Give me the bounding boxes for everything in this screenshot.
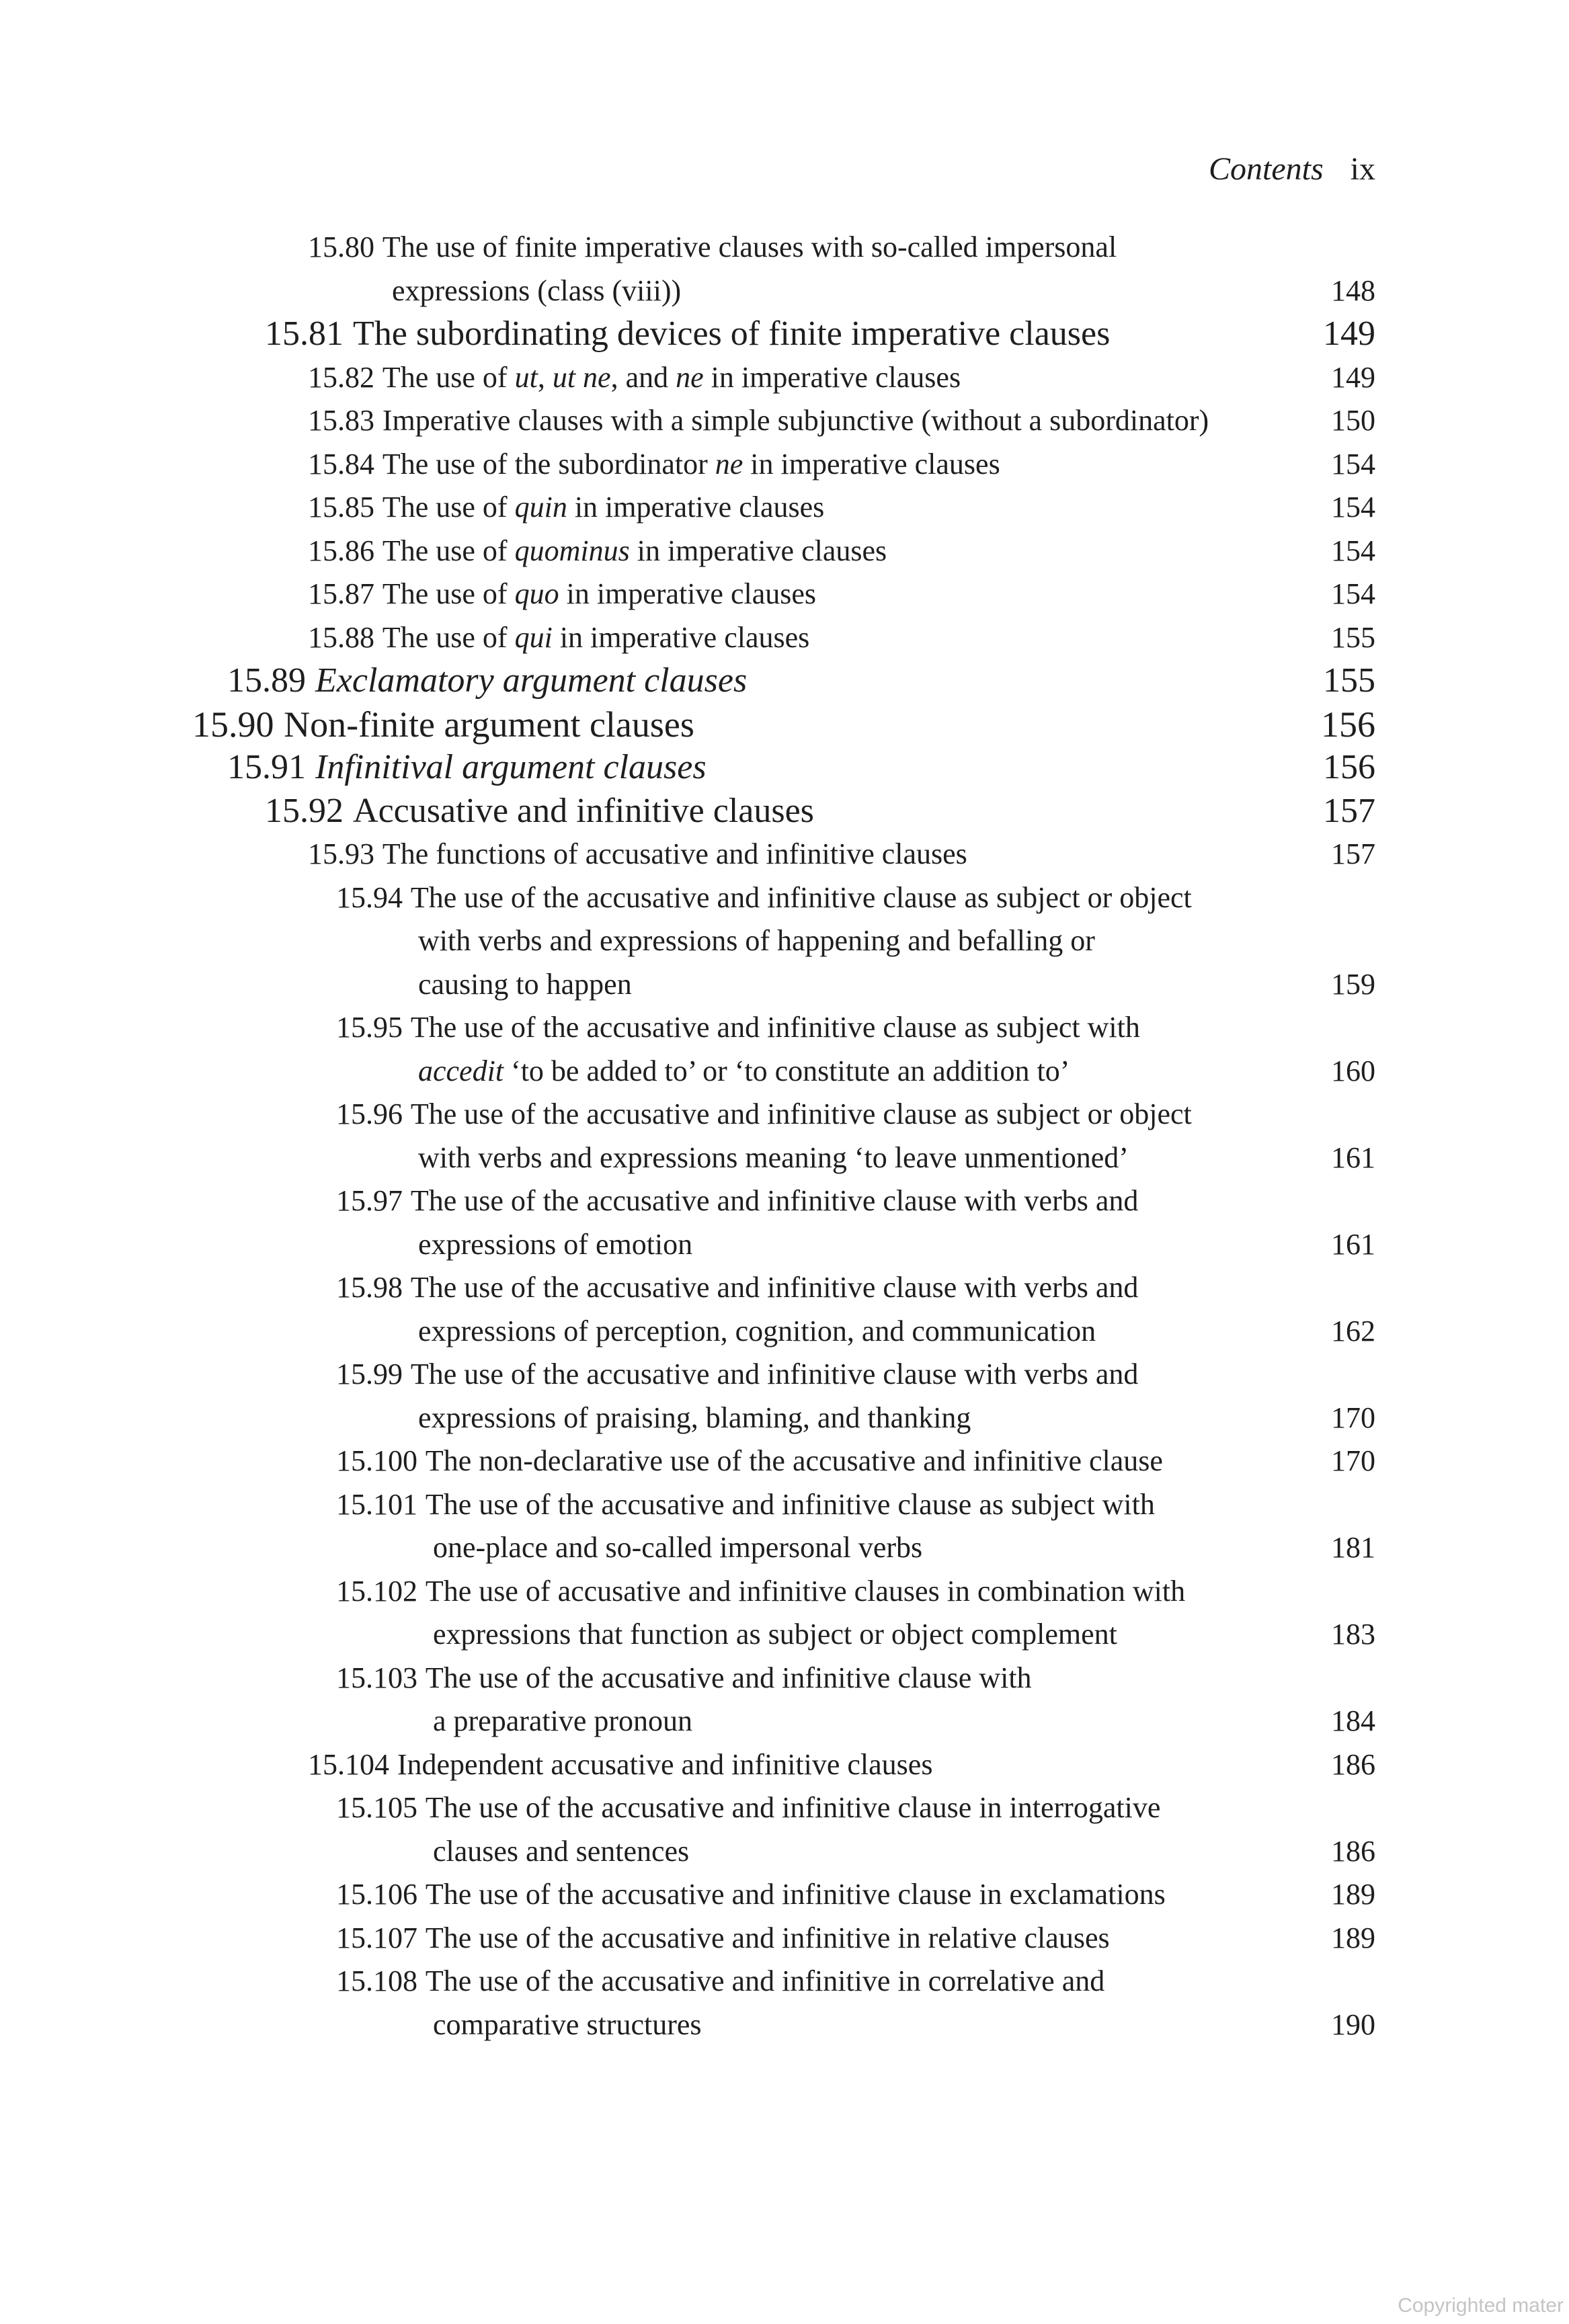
entry-title: The use of the accusative and infinitive clause with verbs and [410, 1184, 1139, 1217]
entry-title: The use of the accusative and infinitive clause as subject with [425, 1487, 1155, 1521]
entry-page-number: 154 [1331, 447, 1375, 481]
entry-page-number: 162 [1331, 1314, 1375, 1347]
entry-number: 15.84 [308, 447, 374, 481]
entry-title: The use of the accusative and infinitive clause as subject with [410, 1011, 1140, 1044]
entry-title: The subordinating devices of finite imperative clauses [353, 315, 1111, 353]
entry-title-continued: accedit ‘to be added to’ or ‘to constitute an addition to’ [418, 1054, 1070, 1087]
toc-entry [0, 616, 1569, 660]
toc-entry [0, 356, 1569, 400]
entry-title-continued: one-place and so-called impersonal verbs [433, 1531, 923, 1564]
entry-number: 15.82 [308, 360, 374, 394]
toc-entry [0, 1657, 1569, 1743]
entry-title: The use of the subordinator ne in imperative clauses [382, 447, 1000, 481]
entry-page-number: 155 [1331, 620, 1375, 654]
entry-title: The use of the accusative and infinitive clause with verbs and [410, 1271, 1139, 1304]
entry-title: Imperative clauses with a simple subjunctive (without a subordinator) [382, 404, 1209, 437]
entry-title: Infinitival argument clauses [315, 748, 707, 786]
toc-entry [0, 1006, 1569, 1093]
copyright-watermark: Copyrighted mater [1398, 2294, 1564, 2317]
entry-title: The use of the accusative and infinitive clause with verbs and [410, 1358, 1139, 1391]
entry-title: The use of qui in imperative clauses [382, 620, 810, 654]
table-of-contents [0, 226, 1569, 2046]
toc-entry [0, 1917, 1569, 1960]
entry-page-number: 160 [1331, 1054, 1375, 1087]
entry-number: 15.92 [265, 791, 344, 830]
entry-number: 15.88 [308, 620, 374, 654]
entry-number: 15.100 [336, 1444, 417, 1477]
running-head-title: Contents [1208, 151, 1324, 187]
toc-entry [0, 790, 1569, 833]
entry-page-number: 170 [1331, 1401, 1375, 1434]
entry-title: Independent accusative and infinitive clauses [397, 1747, 933, 1781]
toc-entry [0, 486, 1569, 530]
entry-page-number: 155 [1323, 661, 1375, 700]
toc-entry [0, 876, 1569, 1007]
toc-entry [0, 1960, 1569, 2046]
entry-number: 15.99 [336, 1358, 403, 1391]
entry-title: The use of ut, ut ne, and ne in imperative clauses [382, 360, 961, 394]
entry-title-continued: comparative structures [433, 2007, 702, 2041]
toc-entry [0, 1093, 1569, 1179]
entry-title-continued: expressions (class (viii)) [392, 274, 682, 307]
entry-title: The functions of accusative and infinitive clauses [382, 837, 967, 870]
entry-title: The use of quo in imperative clauses [382, 577, 817, 610]
toc-entry [0, 1440, 1569, 1483]
entry-number: 15.103 [336, 1661, 417, 1694]
toc-entry [0, 1873, 1569, 1917]
running-head-page-number: ix [1350, 151, 1375, 187]
toc-entry [0, 573, 1569, 616]
entry-title-continued: with verbs and expressions of happening and befalling or [418, 924, 1095, 957]
toc-entry [0, 1786, 1569, 1873]
entry-title: Accusative and infinitive clauses [353, 791, 814, 830]
entry-page-number: 157 [1331, 837, 1375, 870]
entry-page-number: 189 [1331, 1878, 1375, 1911]
toc-entry [0, 1483, 1569, 1570]
toc-entry [0, 833, 1569, 876]
toc-entry [0, 313, 1569, 356]
entry-page-number: 186 [1331, 1834, 1375, 1868]
entry-number: 15.89 [227, 661, 306, 700]
entry-number: 15.87 [308, 577, 374, 610]
entry-page-number: 154 [1331, 491, 1375, 524]
entry-title: The use of the accusative and infinitive clause as subject or object [410, 1097, 1192, 1130]
entry-page-number: 159 [1331, 967, 1375, 1001]
toc-entry [0, 746, 1569, 790]
entry-number: 15.106 [336, 1878, 417, 1911]
entry-number: 15.107 [336, 1921, 417, 1954]
entry-page-number: 161 [1331, 1227, 1375, 1261]
entry-title: The use of the accusative and infinitive in relative clauses [425, 1921, 1110, 1954]
entry-number: 15.91 [227, 748, 306, 786]
entry-page-number: 149 [1323, 315, 1375, 353]
entry-title-continued: expressions that function as subject or object complement [433, 1618, 1117, 1651]
entry-number: 15.104 [308, 1747, 389, 1781]
entry-number: 15.108 [336, 1964, 417, 1997]
entry-page-number: 184 [1331, 1704, 1375, 1737]
entry-page-number: 149 [1331, 360, 1375, 394]
toc-entry [0, 443, 1569, 487]
entry-page-number: 157 [1323, 791, 1375, 830]
entry-number: 15.96 [336, 1097, 403, 1130]
entry-number: 15.98 [336, 1271, 403, 1304]
entry-page-number: 154 [1331, 577, 1375, 610]
toc-entry [0, 1179, 1569, 1266]
entry-title-continued: causing to happen [418, 967, 632, 1001]
entry-title: The use of finite imperative clauses with so-called impersonal [382, 231, 1117, 263]
toc-entry [0, 1743, 1569, 1787]
entry-title: The non-declarative use of the accusative and infinitive clause [425, 1444, 1163, 1477]
entry-title: The use of quominus in imperative clauses [382, 534, 887, 567]
entry-number: 15.102 [336, 1574, 417, 1608]
entry-title: Exclamatory argument clauses [315, 661, 748, 700]
entry-page-number: 183 [1331, 1618, 1375, 1651]
entry-title: The use of the accusative and infinitive clause in exclamations [425, 1878, 1166, 1911]
entry-title-continued: clauses and sentences [433, 1834, 690, 1868]
entry-number: 15.83 [308, 404, 374, 437]
entry-number: 15.85 [308, 491, 374, 524]
entry-page-number: 190 [1331, 2007, 1375, 2041]
entry-page-number: 148 [1331, 274, 1375, 307]
entry-number: 15.80 [308, 231, 374, 263]
entry-number: 15.86 [308, 534, 374, 567]
entry-number: 15.94 [336, 880, 403, 914]
toc-entry [0, 1266, 1569, 1353]
entry-number: 15.95 [336, 1011, 403, 1044]
toc-entry [0, 659, 1569, 703]
entry-number: 15.97 [336, 1184, 403, 1217]
entry-number: 15.93 [308, 837, 374, 870]
entry-title: The use of the accusative and infinitive clause with [425, 1661, 1032, 1694]
entry-page-number: 161 [1331, 1140, 1375, 1174]
entry-title: The use of the accusative and infinitive in correlative and [425, 1964, 1105, 1997]
toc-entry [0, 530, 1569, 573]
entry-page-number: 154 [1331, 534, 1375, 567]
entry-title-continued: expressions of praising, blaming, and thanking [418, 1401, 971, 1434]
entry-page-number: 156 [1323, 748, 1375, 786]
entry-page-number: 186 [1331, 1747, 1375, 1781]
entry-page-number: 181 [1331, 1531, 1375, 1564]
entry-title-continued: expressions of emotion [418, 1227, 693, 1261]
entry-title: The use of quin in imperative clauses [382, 491, 825, 524]
entry-page-number: 150 [1331, 404, 1375, 437]
entry-page-number: 170 [1331, 1444, 1375, 1477]
toc-entry [0, 703, 1569, 747]
entry-title: Non-finite argument clauses [284, 704, 694, 745]
entry-number: 15.81 [265, 315, 344, 353]
entry-page-number: 189 [1331, 1921, 1375, 1954]
toc-entry [0, 1353, 1569, 1440]
toc-entry [0, 399, 1569, 443]
entry-title: The use of the accusative and infinitive clause as subject or object [410, 880, 1192, 914]
entry-page-number: 156 [1321, 704, 1375, 745]
entry-title-continued: with verbs and expressions meaning ‘to leave unmentioned’ [418, 1140, 1129, 1174]
entry-title-continued: a preparative pronoun [433, 1704, 693, 1737]
toc-entry [0, 1570, 1569, 1657]
running-head [1209, 148, 1375, 191]
entry-number: 15.101 [336, 1487, 417, 1521]
entry-title-continued: expressions of perception, cognition, and communication [418, 1314, 1096, 1347]
entry-title: The use of accusative and infinitive clauses in combination with [425, 1574, 1186, 1608]
entry-number: 15.105 [336, 1791, 417, 1824]
entry-number: 15.90 [192, 704, 274, 745]
toc-entry [0, 226, 1569, 313]
entry-title: The use of the accusative and infinitive clause in interrogative [425, 1791, 1161, 1824]
